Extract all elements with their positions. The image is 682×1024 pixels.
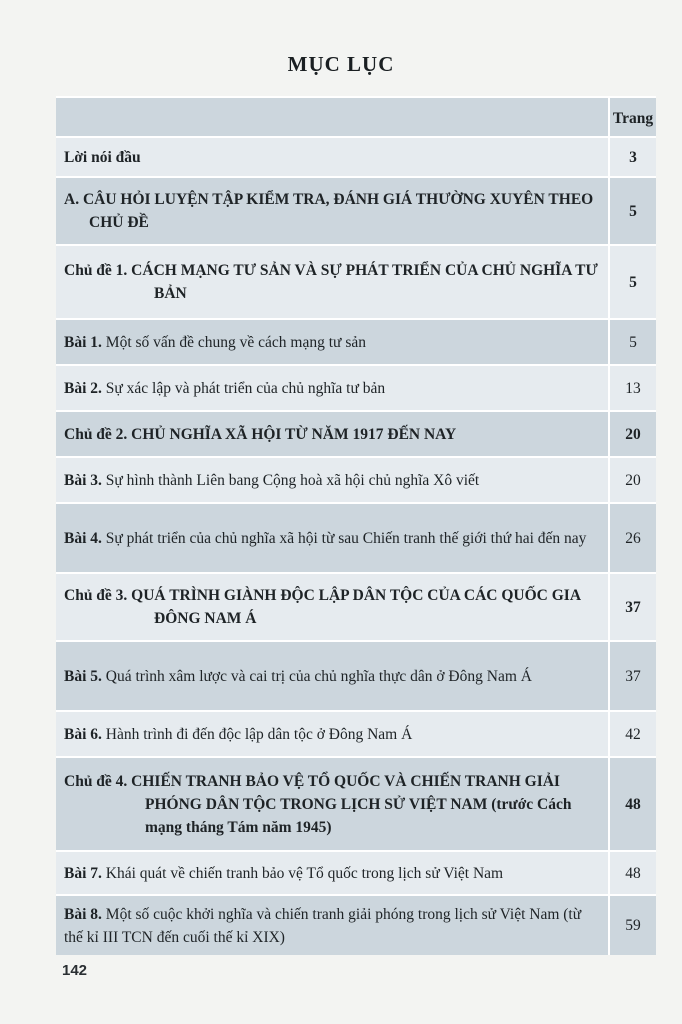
toc-entry-label: Bài 1. bbox=[64, 333, 102, 351]
toc-row[interactable] bbox=[56, 365, 656, 411]
toc-row[interactable] bbox=[56, 851, 656, 895]
toc-row[interactable] bbox=[56, 457, 656, 503]
toc-entry-title: Hành trình đi đến độc lập dân tộc ở Đông Nam Á bbox=[105, 725, 413, 743]
toc-entry-page: 20 bbox=[609, 411, 656, 457]
toc-entry-title: Khái quát về chiến tranh bảo vệ Tổ quốc trong lịch sử Việt Nam bbox=[105, 864, 504, 882]
toc-entry-page: 5 bbox=[609, 177, 656, 245]
toc-entry-page: 20 bbox=[609, 457, 656, 503]
toc-row[interactable] bbox=[56, 641, 656, 711]
toc-entry-page: 42 bbox=[609, 711, 656, 757]
toc-entry-text bbox=[56, 757, 609, 851]
toc-entry-text: Chủ đề 2. CHỦ NGHĨA XÃ HỘI TỪ NĂM 1917 ĐẾN NAY bbox=[56, 411, 609, 457]
toc-entry-text bbox=[56, 245, 609, 319]
toc-entry-label: Bài 8. bbox=[64, 905, 102, 923]
toc-row[interactable] bbox=[56, 895, 656, 955]
toc-header-blank bbox=[56, 97, 609, 137]
toc-entry-page: 26 bbox=[609, 503, 656, 573]
toc-entry-text bbox=[56, 319, 609, 365]
toc-entry-text bbox=[56, 895, 609, 955]
toc-entry-label: Bài 3. bbox=[64, 471, 102, 489]
toc-entry-label: Bài 4. bbox=[64, 529, 102, 547]
toc-row[interactable] bbox=[56, 757, 656, 851]
toc-entry-text-value: Chủ đề 4. CHIẾN TRANH BẢO VỆ TỔ QUỐC VÀ CHIẾN TRANH GIẢI PHÓNG DÂN TỘC TRONG LỊCH SỬ VIỆT NAM (trước Cách mạng tháng Tám năm 1945) bbox=[64, 772, 572, 836]
toc-entry-label: Bài 5. bbox=[64, 667, 102, 685]
toc-entry-title: Sự phát triển của chủ nghĩa xã hội từ sau Chiến tranh thế giới thứ hai đến nay bbox=[105, 529, 587, 547]
page-title: MỤC LỤC bbox=[287, 52, 395, 76]
toc-entry-title: Quá trình xâm lược và cai trị của chủ nghĩa thực dân ở Đông Nam Á bbox=[105, 667, 532, 685]
toc-entry-page: 37 bbox=[609, 641, 656, 711]
toc-entry-page: 48 bbox=[609, 851, 656, 895]
toc-entry-text: Lời nói đầu bbox=[56, 137, 609, 177]
toc-entry-title: Một số vấn đề chung về cách mạng tư sản bbox=[105, 333, 366, 351]
toc-entry-page: 59 bbox=[609, 895, 656, 955]
toc-entry-text bbox=[56, 851, 609, 895]
toc-entry-text bbox=[56, 641, 609, 711]
toc-row[interactable] bbox=[56, 573, 656, 641]
toc-row[interactable] bbox=[56, 245, 656, 319]
toc-row[interactable] bbox=[56, 711, 656, 757]
toc-entry-page: 5 bbox=[609, 319, 656, 365]
toc-entry-text bbox=[56, 711, 609, 757]
toc-entry-page: 48 bbox=[609, 757, 656, 851]
toc-row[interactable] bbox=[56, 411, 656, 457]
toc-entry-title: Sự xác lập và phát triển của chủ nghĩa tư bản bbox=[105, 379, 386, 397]
toc-entry-page: 37 bbox=[609, 573, 656, 641]
toc-entry-text-value: A. CÂU HỎI LUYỆN TẬP KIỂM TRA, ĐÁNH GIÁ THƯỜNG XUYÊN THEO CHỦ ĐỀ bbox=[64, 191, 594, 231]
toc-entry-text bbox=[56, 573, 609, 641]
table-of-contents bbox=[56, 96, 656, 955]
toc-entry-title: Sự hình thành Liên bang Cộng hoà xã hội chủ nghĩa Xô viết bbox=[105, 471, 480, 489]
toc-entry-label: Bài 7. bbox=[64, 864, 102, 882]
toc-row[interactable] bbox=[56, 137, 656, 177]
toc-entry-text-value: Chủ đề 3. QUÁ TRÌNH GIÀNH ĐỘC LẬP DÂN TỘC CỦA CÁC QUỐC GIA ĐÔNG NAM Á bbox=[64, 587, 581, 627]
toc-entry-text bbox=[56, 365, 609, 411]
toc-entry-label: Bài 6. bbox=[64, 725, 102, 743]
toc-entry-text-value: Chủ đề 1. CÁCH MẠNG TƯ SẢN VÀ SỰ PHÁT TRIỂN CỦA CHỦ NGHĨA TƯ BẢN bbox=[64, 262, 598, 302]
toc-header-row bbox=[56, 97, 656, 137]
toc-row[interactable] bbox=[56, 177, 656, 245]
toc-entry-page: 3 bbox=[609, 137, 656, 177]
toc-entry-label: Bài 2. bbox=[64, 379, 102, 397]
toc-row[interactable] bbox=[56, 319, 656, 365]
toc-entry-text bbox=[56, 177, 609, 245]
toc-entry-text bbox=[56, 457, 609, 503]
toc-entry-text bbox=[56, 503, 609, 573]
page-number: 142 bbox=[62, 962, 88, 979]
toc-entry-page: 5 bbox=[609, 245, 656, 319]
toc-entry-page: 13 bbox=[609, 365, 656, 411]
toc-header-page-label: Trang bbox=[609, 97, 656, 137]
toc-row[interactable] bbox=[56, 503, 656, 573]
toc-entry-title: Một số cuộc khởi nghĩa và chiến tranh giải phóng trong lịch sử Việt Nam (từ thế kỉ III TCN đến cuối thế kỉ XIX) bbox=[64, 905, 582, 946]
